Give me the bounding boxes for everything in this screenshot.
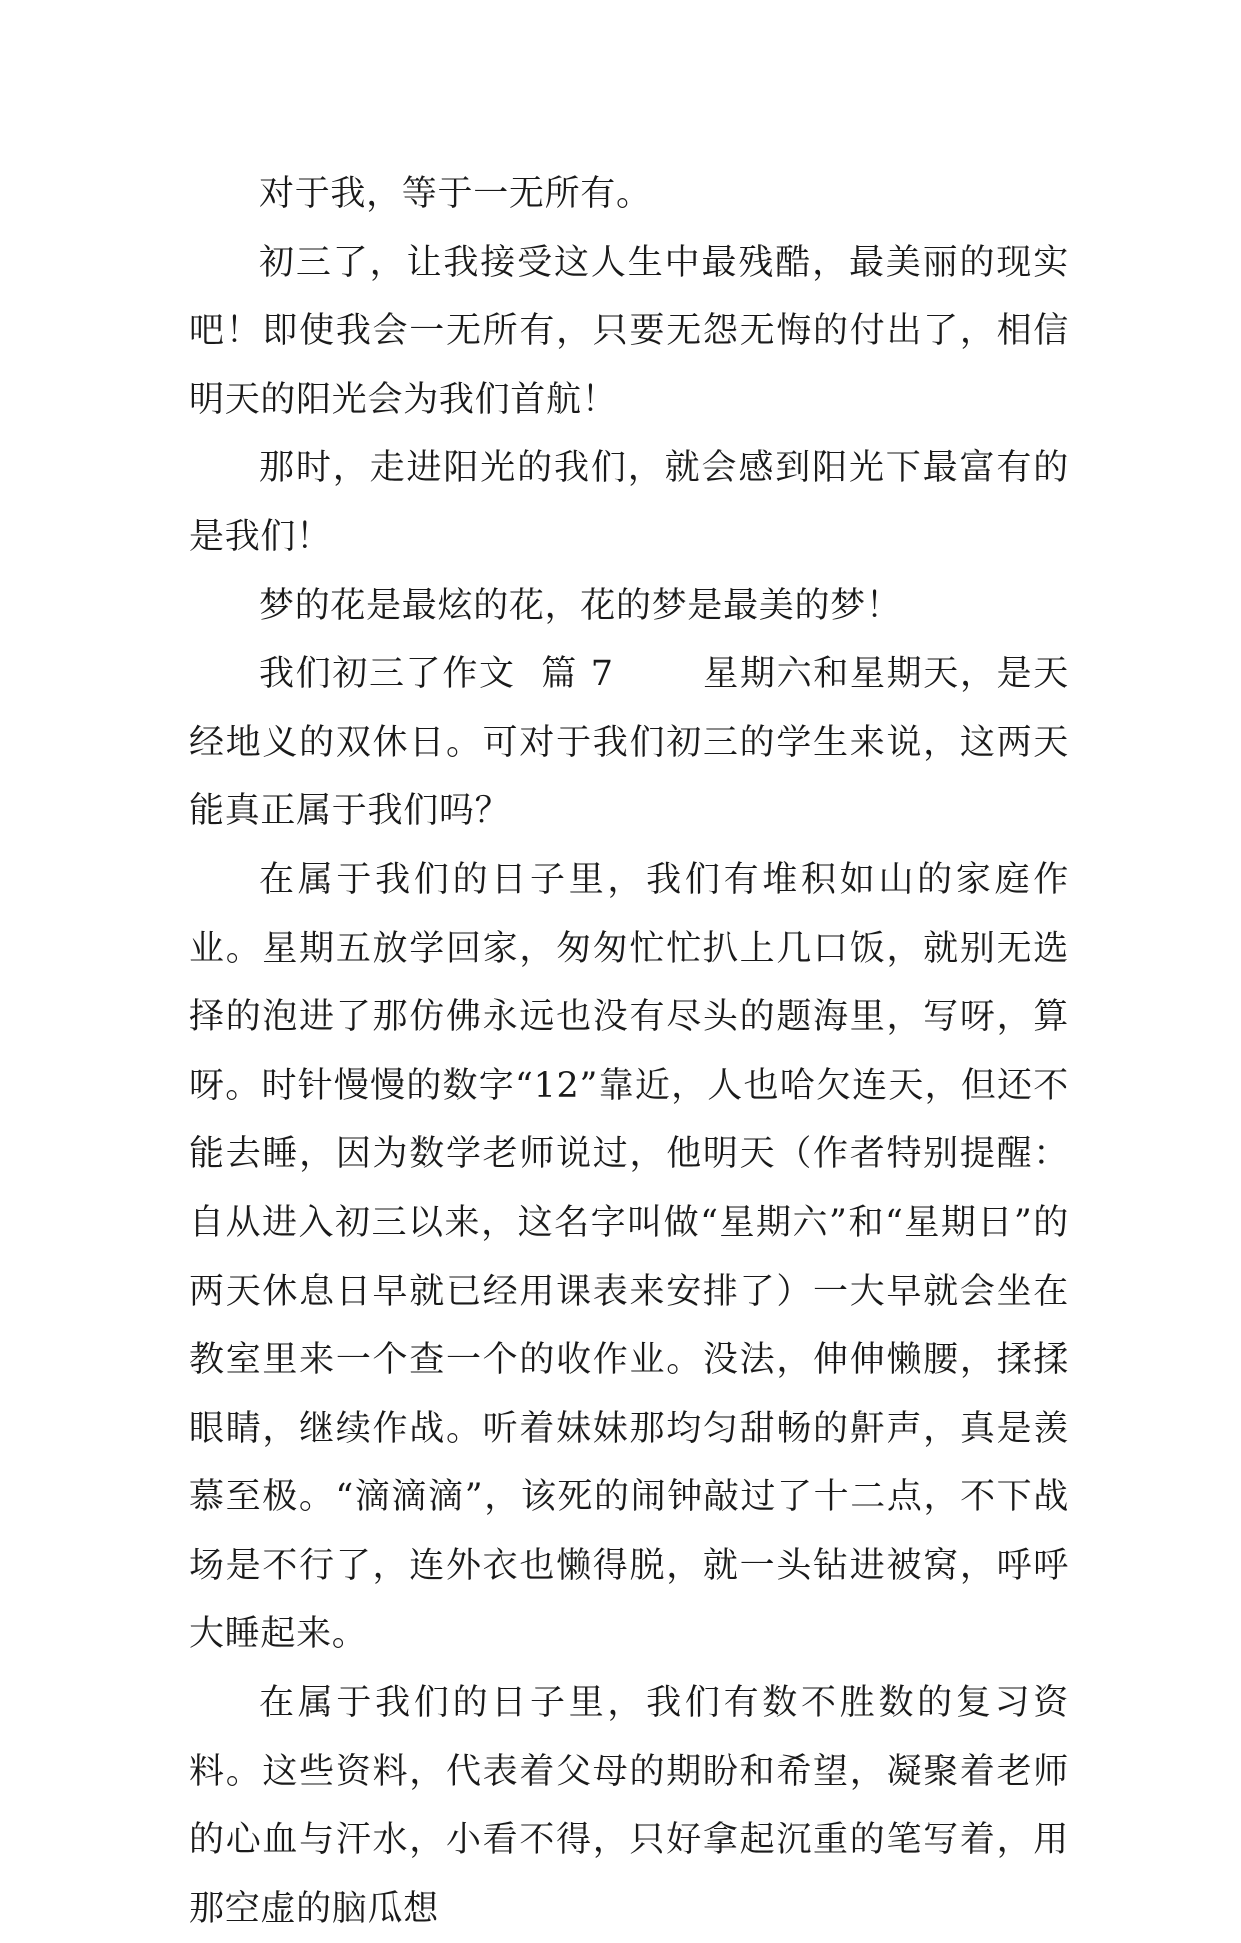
- paragraph: 在属于我们的日子里，我们有数不胜数的复习资料。这些资料，代表着父母的期盼和希望，凝聚着老师的心血与汗水，小看不得，只好拿起沉重的笔写着，用那空虚的脑瓜想: [189, 1683, 1069, 1929]
- paragraph: 对于我，等于一无所有。: [259, 174, 652, 214]
- paragraph: 在属于我们的日子里，我们有堆积如山的家庭作业。星期五放学回家，匆匆忙忙扒上几口饭，就别无选择的泡进了那仿佛永远也没有尽头的题海里，写呀，算呀。时针慢慢的数字“12”靠近，人也哈欠连天，但还不能去睡，因为数学老师说过，他明天（作者特别提醒：自从进入初三以来，这名字叫做“星期六”和“星期日”的两天休息日早就已经用课表来安排了）一大早就会坐在教室里来一个查一个的收作业。没法，伸伸懒腰，揉揉眼睛，继续作战。听着妹妹那均匀甜畅的鼾声，真是羡慕至极。“滴滴滴”，该死的闹钟敲过了十二点，不下战场是不行了，连外衣也懒得脱，就一头钻进被窝，呼呼大睡起来。: [189, 859, 1069, 1655]
- essay-opening: 星期六和星期天，是天经地义的双休日。可对于我们初三的学生来说，这两天能真正属于我们吗？: [189, 654, 1069, 832]
- essay-title: 我们初三了作文: [259, 654, 516, 695]
- paragraph: 初三了，让我接受这人生中最残酷，最美丽的现实吧！即使我会一无所有，只要无怨无悔的付出了，相信明天的阳光会为我们首航！: [189, 242, 1069, 420]
- essay-heading-paragraph: [189, 640, 1069, 846]
- essay-number: 篇 7: [541, 654, 614, 695]
- essay-text: [189, 160, 1069, 1943]
- paragraph: 那时，走进阳光的我们，就会感到阳光下最富有的是我们！: [189, 448, 1069, 557]
- paragraph: 梦的花是最炫的花，花的梦是最美的梦！: [259, 585, 902, 626]
